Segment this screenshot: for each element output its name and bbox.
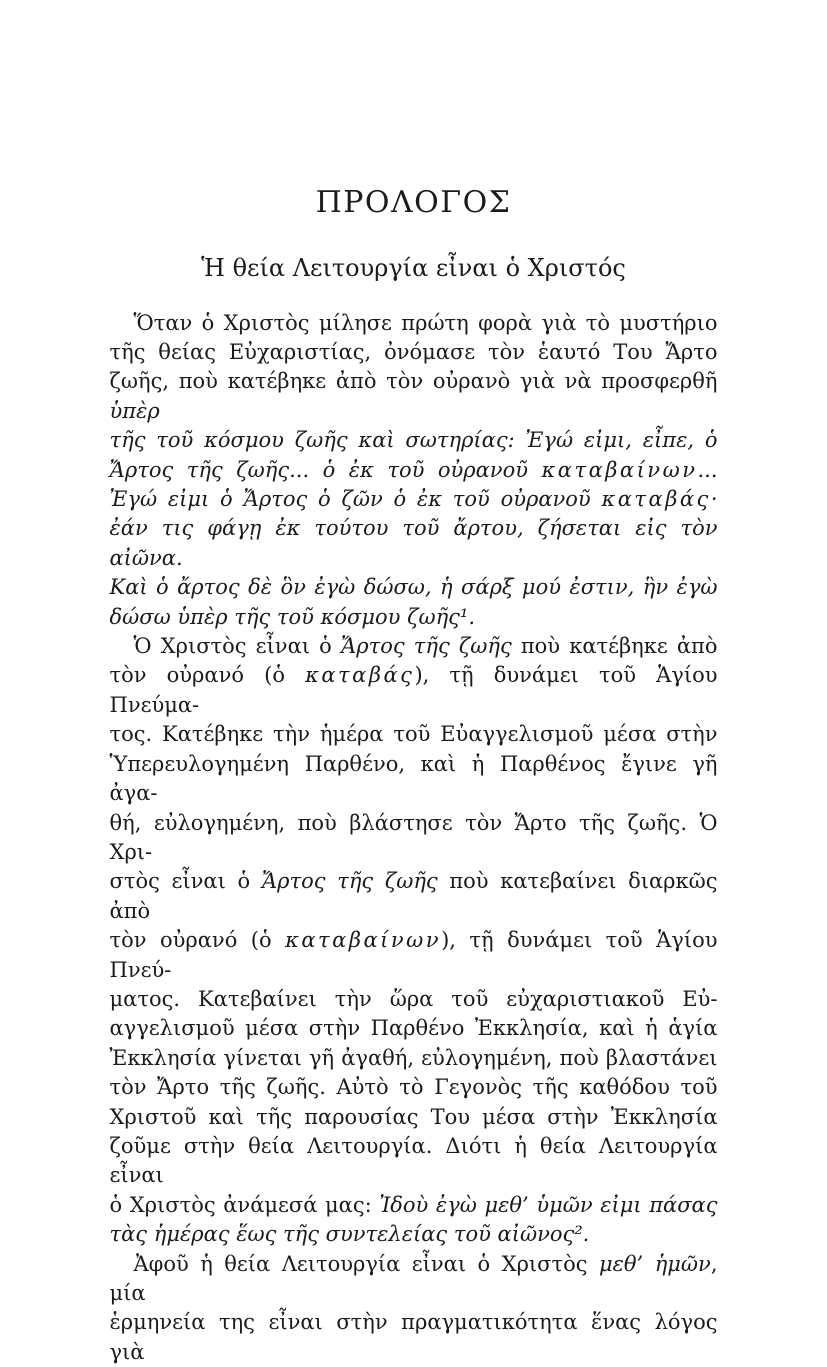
text-line [110, 573, 718, 602]
text-segment: Ἐκκλησία γίνεται γῆ ἀγαθή, εὐλογημένη, ποὺ βλαστάνει [109, 1045, 718, 1070]
text-line [110, 603, 718, 632]
text-segment: ὁ Χριστὸς ἀνάμεσά μας: [109, 1192, 380, 1217]
text-segment: Ἐγώ εἰμι ὁ Ἄρτος ὁ ζῶν ὁ ἐκ τοῦ οὐρανοῦ [109, 487, 602, 512]
text-segment: ματος. Κατεβαίνει τὴν ὥρα τοῦ εὐχαριστιακοῦ Εὐ- [109, 986, 718, 1011]
text-line [110, 1014, 718, 1043]
text-segment: Χριστοῦ καὶ τῆς παρουσίας Του μέσα στὴν Ἐκκλησία [109, 1104, 718, 1129]
text-segment: καταβάς [601, 487, 711, 512]
text-segment: τὰς ἡμέρας ἕως τῆς συντελείας τοῦ αἰῶνος². [109, 1222, 590, 1247]
text-line [110, 1044, 718, 1073]
text-column [110, 0, 718, 1367]
text-line [110, 661, 718, 720]
text-segment: καταβαίνων [541, 457, 698, 482]
text-segment: Ἄρτος τῆς ζωῆς [261, 869, 438, 894]
text-line [110, 1103, 718, 1132]
text-segment: ), τῇ δυνάμει τοῦ Ἁγίου Πνεύμα- [109, 663, 718, 717]
text-segment: καταβάς [305, 663, 415, 688]
text-segment: ... [697, 457, 718, 482]
text-line [110, 985, 718, 1014]
body-text [110, 309, 718, 1367]
text-line [110, 485, 718, 514]
text-segment: ζωῆς, ποὺ κατέβηκε ἀπὸ τὸν οὐρανὸ γιὰ νὰ προσφερθῆ [109, 369, 718, 394]
page-title: ΠΡΟΛΟΓΟΣ [315, 185, 512, 220]
text-segment: τὸν οὐρανό (ὁ [109, 663, 306, 688]
text-segment: Καὶ ὁ ἄρτος δὲ ὃν ἐγὼ δώσω, ἡ σάρξ μού ἐστιν, ἣν ἐγὼ [109, 575, 718, 600]
text-line [110, 1308, 718, 1367]
text-line [110, 926, 718, 985]
text-segment: Ἄρτος τῆς ζωῆς [340, 634, 512, 659]
text-segment: τὸν οὐρανό (ὁ [109, 928, 286, 953]
text-segment: Ἄρτος τῆς ζωῆς... ὁ ἐκ τοῦ οὐρανοῦ [109, 457, 542, 482]
text-line [110, 338, 718, 367]
text-segment: τὸν Ἄρτο τῆς ζωῆς. Αὐτὸ τὸ Γεγονὸς τῆς καθόδου τοῦ [109, 1075, 718, 1100]
text-segment: στὸς εἶναι ὁ [109, 869, 262, 894]
text-segment: ποὺ κατεβαίνει διαρκῶς ἀπὸ [109, 869, 718, 923]
text-segment: δώσω ὑπὲρ τῆς τοῦ κόσμου ζωῆς¹. [109, 604, 476, 629]
section-subtitle: Ἡ θεία Λειτουργία εἶναι ὁ Χριστός [201, 254, 626, 282]
text-segment: ποὺ κατέβηκε ἀπὸ [511, 634, 718, 659]
text-line [110, 514, 718, 573]
text-line [110, 1191, 718, 1220]
text-segment: , μία [109, 1251, 718, 1305]
text-segment: τος. Κατέβηκε τὴν ἡμέρα τοῦ Εὐαγγελισμοῦ μέσα στὴν [109, 722, 718, 747]
text-segment: Ἰδοὺ ἐγὼ μεθ’ ὑμῶν εἰμι πάσας [379, 1192, 718, 1217]
text-line [110, 750, 718, 809]
text-segment: καταβαίνων [285, 928, 442, 953]
text-segment: ), τῇ δυνάμει τοῦ Ἁγίου Πνεύ- [109, 928, 718, 982]
text-line [110, 632, 718, 661]
text-line [110, 809, 718, 868]
text-line [110, 867, 718, 926]
text-segment: θή, εὐλογημένη, ποὺ βλάστησε τὸν Ἄρτο τῆς ζωῆς. Ὁ Χρι- [109, 810, 718, 864]
text-segment: Ὅταν ὁ Χριστὸς μίλησε πρώτη φορὰ γιὰ τὸ μυστήριο [133, 310, 718, 335]
text-line [110, 1132, 718, 1191]
text-line [110, 456, 718, 485]
text-line [110, 426, 718, 455]
text-segment: τῆς θείας Εὐχαριστίας, ὀνόμασε τὸν ἑαυτό Του Ἄρτο [109, 340, 718, 364]
text-line [110, 309, 718, 338]
text-line [110, 720, 718, 749]
text-segment: ζοῦμε στὴν θεία Λειτουργία. Διότι ἡ θεία Λειτουργία εἶναι [109, 1133, 718, 1188]
text-segment: τῆς τοῦ κόσμου ζωῆς καὶ σωτηρίας: Ἐγώ εἰμι, εἶπε, ὁ [109, 428, 718, 453]
text-segment: Ὁ Χριστὸς εἶναι ὁ [133, 634, 341, 659]
text-segment: Ὑπερευλογημένη Παρθένο, καὶ ἡ Παρθένος ἔγινε γῆ ἀγα- [109, 751, 718, 806]
text-segment: ἐάν τις φάγῃ ἐκ τούτου τοῦ ἄρτου, ζήσεται εἰς τὸν αἰῶνα. [109, 516, 718, 570]
text-line [110, 367, 718, 426]
text-segment: Ἀφοῦ ἡ θεία Λειτουργία εἶναι ὁ Χριστὸς [133, 1251, 599, 1276]
text-line [110, 1073, 718, 1102]
text-segment: αγγελισμοῦ μέσα στὴν Παρθένο Ἐκκλησία, καὶ ἡ ἁγία [109, 1016, 718, 1041]
text-segment: · [710, 487, 718, 512]
text-segment: ἑρμηνεία της εἶναι στὴν πραγματικότητα ἕνας λόγος γιὰ [109, 1310, 718, 1364]
text-segment: μεθ’ ἡμῶν [599, 1251, 711, 1276]
text-line [110, 1220, 718, 1249]
text-segment: ὑπὲρ [109, 398, 160, 423]
text-line [110, 1250, 718, 1309]
